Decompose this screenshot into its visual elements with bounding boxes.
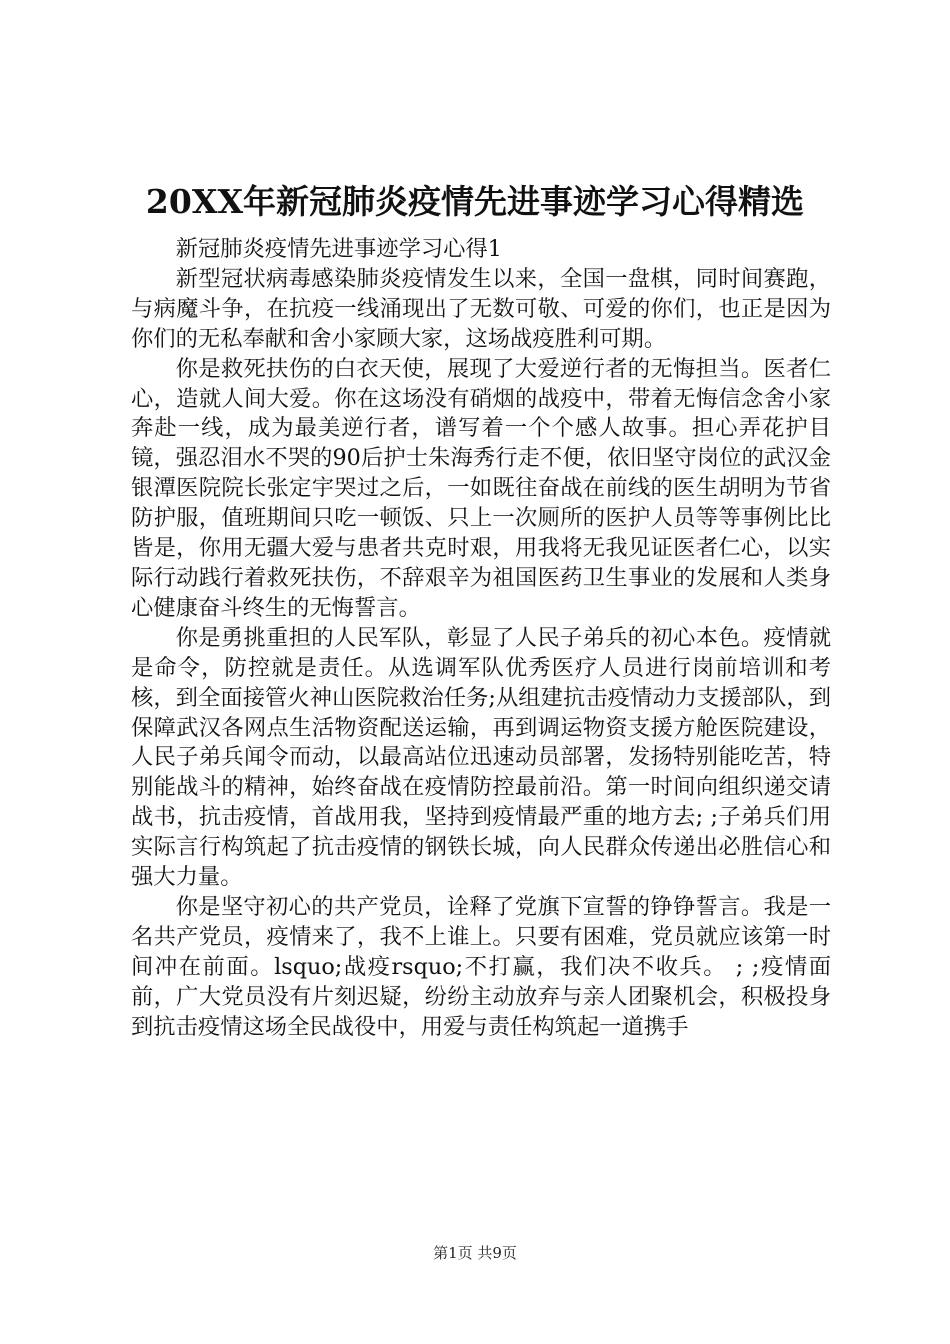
section-heading: 新冠肺炎疫情先进事迹学习心得1 <box>175 236 502 262</box>
document-title: 20XX年新冠肺炎疫情先进事迹学习心得精选 <box>145 182 805 221</box>
paragraph-party-members: 你是坚守初心的共产党员，诠释了党旗下宣誓的铮铮誓言。我是一名共产党员，疫情来了，我不上谁上。只要有困难，党员就应该第一时间冲在前面。lsquo;战疫rsquo;不打赢，我们决不收兵。 ; ;疫情面前，广大党员没有片刻迟疑，纷纷主动放弃与亲人团聚机会，积极投身到抗击疫情这场全民战役中，用爱与责任构筑起一道携手 <box>131 893 831 1040</box>
paragraph-medical-workers: 你是救死扶伤的白衣天使，展现了大爱逆行者的无悔担当。医者仁心，造就人间大爱。你在这场没有硝烟的战疫中，带着无悔信念舍小家奔赴一线，成为最美逆行者，谱写着一个个感人故事。担心弄花护目镜，强忍泪水不哭的90后护士朱海秀行走不便，依旧坚守岗位的武汉金银潭医院院长张定宇哭过之后，一如既往奋战在前线的医生胡明为节省防护服，值班期间只吃一顿饭、只上一次厕所的医护人员等等事例比比皆是，你用无疆大爱与患者共克时艰，用我将无我见证医者仁心，以实际行动践行着救死扶伤，不辞艰辛为祖国医药卫生事业的发展和人类身心健康奋斗终生的无悔誓言。 <box>131 355 831 621</box>
page-footer: 第1页 共9页 <box>433 1244 517 1262</box>
paragraph-army: 你是勇挑重担的人民军队，彰显了人民子弟兵的初心本色。疫情就是命令，防控就是责任。从选调军队优秀医疗人员进行岗前培训和考核，到全面接管火神山医院救治任务;从组建抗击疫情动力支援部队，到保障武汉各网点生活物资配送运输，再到调运物资支援方舱医院建设，人民子弟兵闻令而动，以最高站位迅速动员部署，发扬特别能吃苦，特别能战斗的精神，始终奋战在疫情防控最前沿。第一时间向组织递交请战书，抗击疫情，首战用我，坚持到疫情最严重的地方去; ;子弟兵们用实际言行构筑起了抗击疫情的钢铁长城，向人民群众传递出必胜信心和强大力量。 <box>131 624 831 891</box>
document-body <box>131 235 831 1042</box>
paragraph-intro: 新型冠状病毒感染肺炎疫情发生以来，全国一盘棋，同时间赛跑，与病魔斗争，在抗疫一线涌现出了无数可敬、可爱的你们，也正是因为你们的无私奉献和舍小家顾大家，这场战疫胜利可期。 <box>131 265 831 352</box>
